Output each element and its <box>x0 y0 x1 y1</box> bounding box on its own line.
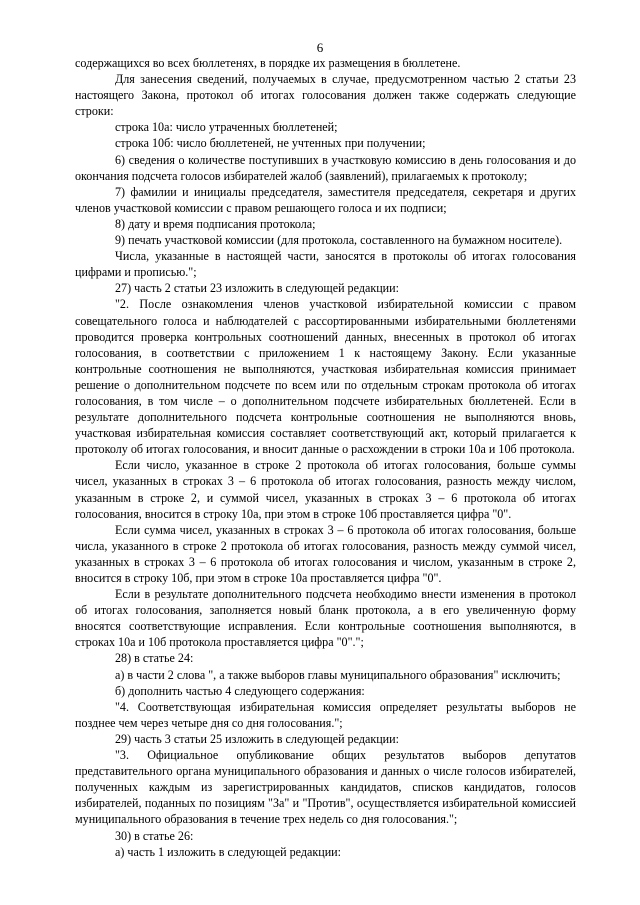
paragraph: Если сумма чисел, указанных в строках 3 – 6 протокола об итогах голосования, больше числа, указанного в строке 2 протокола об итогах голосования, разность между суммой чисел, указанных в строках 3 – 6 протокола об итогах голосования и числом, указанным в строке 2, вносится в строку 10б, при этом в строке 10а проставляется цифра "0". <box>75 522 576 585</box>
paragraph: 6) сведения о количестве поступивших в участковую комиссию в день голосования и до окончания подсчета голосов избирателей жалоб (заявлений), прилагаемых к протоколу; <box>75 152 576 183</box>
paragraph: 28) в статье 24: <box>115 651 194 666</box>
paragraph: "4. Соответствующая избирательная комиссия определяет результаты выборов не позднее чем через четыре дня со дня голосования."; <box>75 699 576 730</box>
paragraph: Для занесения сведений, получаемых в случае, предусмотренном частью 2 статьи 23 настоящего Закона, протокол об итогах голосования должен также содержать следующие строки: <box>75 72 576 119</box>
paragraph: 8) дату и время подписания протокола; <box>115 216 316 231</box>
paragraph: строка 10а: число утраченных бюллетеней; <box>115 120 338 135</box>
paragraph: строка 10б: число бюллетеней, не учтенных при получении; <box>115 136 426 151</box>
paragraph: 29) часть 3 статьи 25 изложить в следующей редакции: <box>115 731 399 746</box>
paragraph: 9) печать участковой комиссии (для протокола, составленного на бумажном носителе). <box>115 233 563 248</box>
paragraph: "3. Официальное опубликование общих результатов выборов депутатов представительного органа муниципального образования и данных о числе голосов избирателей, полученных каждым из зарегистрированных кандидатов, списков кандидатов, голосов избирателей, поданных по позициям "За" и "Против", осуществляется избирательной комиссией муниципального образования в течение трех недель со дня голосования."; <box>75 748 576 827</box>
paragraph: 7) фамилии и инициалы председателя, заместителя председателя, секретаря и других членов участковой комиссии с правом решающего голоса и их подписи; <box>75 184 576 215</box>
paragraph: а) в части 2 слова ", а также выборов главы муниципального образования" исключить; <box>115 667 561 682</box>
paragraph: содержащихся во всех бюллетенях, в порядке их размещения в бюллетене. <box>75 56 461 70</box>
paragraph: 27) часть 2 статьи 23 изложить в следующей редакции: <box>115 281 399 296</box>
paragraph: 30) в статье 26: <box>115 828 194 843</box>
paragraph: "2. После ознакомления членов участковой избирательной комиссии с правом совещательного голоса и наблюдателей с рассортированными избирательными бюллетенями проводится проверка контрольных соотношений данных, внесенных в протокол об итогах голосования, в соответствии с приложением 1 к настоящему Закону. Если указанные контрольные соотношения не выполняются, участковая избирательная комиссия принимает решение о дополнительном подсчете по всем или по отдельным строкам протокола об итогах голосования, в том числе – о дополнительном подсчете избирательных бюллетеней. Если в результате дополнительного подсчета контрольные соотношения не выполняются вновь, участковая избирательная комиссия составляет соответствующий акт, который прилагается к протоколу об итогах голосования, и вносит данные о расхождении в строки 10а и 10б протокола. <box>75 297 576 457</box>
paragraph: Если число, указанное в строке 2 протокола об итогах голосования, больше суммы чисел, указанных в строках 3 – 6 протокола об итогах голосования, разность между числом, указанным в строке 2, и суммой чисел, указанных в строках 3 – 6 протокола об итогах голосования, вносится в строку 10а, при этом в строке 10б проставляется цифра "0". <box>75 458 576 521</box>
paragraph: а) часть 1 изложить в следующей редакции: <box>115 844 341 859</box>
paragraph: б) дополнить частью 4 следующего содержания: <box>115 683 365 698</box>
page-number: 6 <box>316 40 324 55</box>
document-body <box>75 55 576 860</box>
paragraph: Числа, указанные в настоящей части, заносятся в протоколы об итогах голосования цифрами и прописью."; <box>75 249 576 280</box>
paragraph: Если в результате дополнительного подсчета необходимо внести изменения в протокол об итогах голосования, заполняется новый бланк протокола, а в его увеличенную форму вносятся соответствующие исправления. Если контрольные соотношения выполняются, в строках 10а и 10б протокола проставляется цифра "0"."; <box>75 587 576 650</box>
